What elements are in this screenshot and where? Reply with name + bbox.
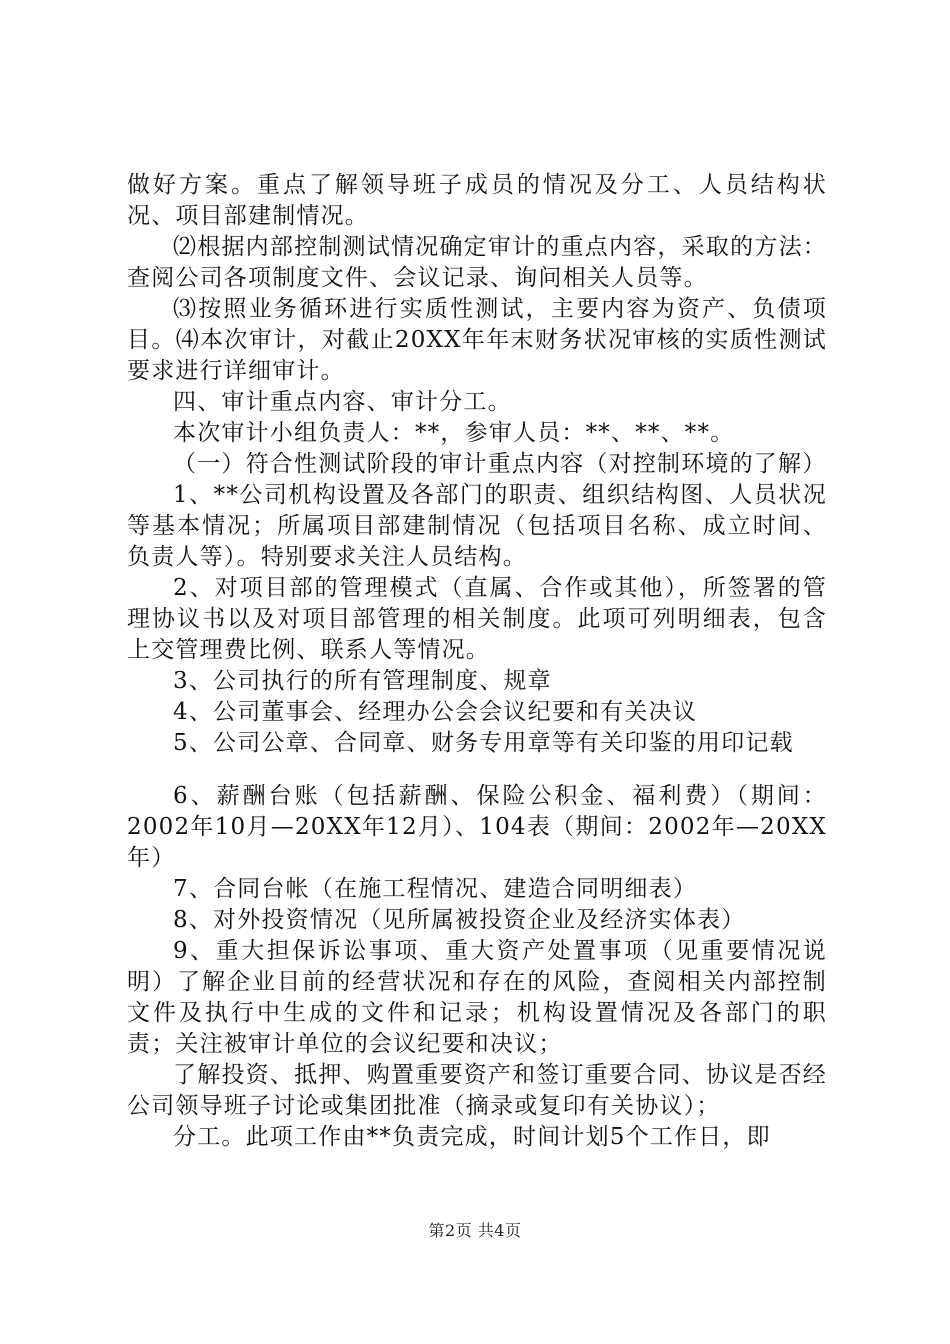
list-item: 6、薪酬台账（包括薪酬、保险公积金、福利费）（期间：2002年10月—20XX年12月）、104表（期间：2002年—20XX年） [127, 783, 827, 871]
list-item: 3、公司执行的所有管理制度、规章 [173, 668, 552, 694]
subsection-heading: （一）符合性测试阶段的审计重点内容（对控制环境的了解） [173, 451, 827, 477]
paragraph: ⑵根据内部控制测试情况确定审计的重点内容，采取的方法：查阅公司各项制度文件、会议记录、询问相关人员等。 [127, 234, 827, 291]
page-number-footer: 第2页 共4页 [428, 1221, 522, 1240]
paragraph: 做好方案。重点了解领导班子成员的情况及分工、人员结构状况、项目部建制情况。 [127, 172, 827, 229]
section-heading: 四、审计重点内容、审计分工。 [173, 389, 512, 415]
paragraph: 了解投资、抵押、购置重要资产和签订重要合同、协议是否经公司领导班子讨论或集团批准（摘录或复印有关协议）； [127, 1062, 827, 1119]
list-item: 7、合同台帐（在施工程情况、建造合同明细表） [173, 876, 698, 902]
document-body [127, 170, 827, 1153]
paragraph: 本次审计小组负责人：**，参审人员：**、**、**。 [173, 420, 735, 446]
list-item: 8、对外投资情况（见所属被投资企业及经济实体表） [173, 907, 746, 933]
paragraph: 分工。此项工作由**负责完成，时间计划5个工作日，即 [173, 1124, 771, 1150]
list-item: 5、公司公章、合同章、财务专用章等有关印鉴的用印记载 [173, 730, 794, 756]
list-item: 4、公司董事会、经理办公会会议纪要和有关决议 [173, 699, 698, 725]
list-item: 9、重大担保诉讼事项、重大资产处置事项（见重要情况说明）了解企业目前的经营状况和存在的风险，查阅相关内部控制文件及执行中生成的文件和记录；机构设置情况及各部门的职责；关注被审计单位的会议纪要和决议； [127, 938, 827, 1057]
paragraph: ⑶按照业务循环进行实质性测试，主要内容为资产、负债项目。⑷本次审计，对截止20XX年年末财务状况审核的实质性测试要求进行详细审计。 [127, 296, 827, 384]
list-item: 2、对项目部的管理模式（直属、合作或其他），所签署的管理协议书以及对项目部管理的相关制度。此项可列明细表，包含上交管理费比例、联系人等情况。 [127, 575, 827, 663]
list-item: 1、**公司机构设置及各部门的职责、组织结构图、人员状况等基本情况；所属项目部建制情况（包括项目名称、成立时间、负责人等）。特别要求关注人员结构。 [127, 482, 827, 570]
